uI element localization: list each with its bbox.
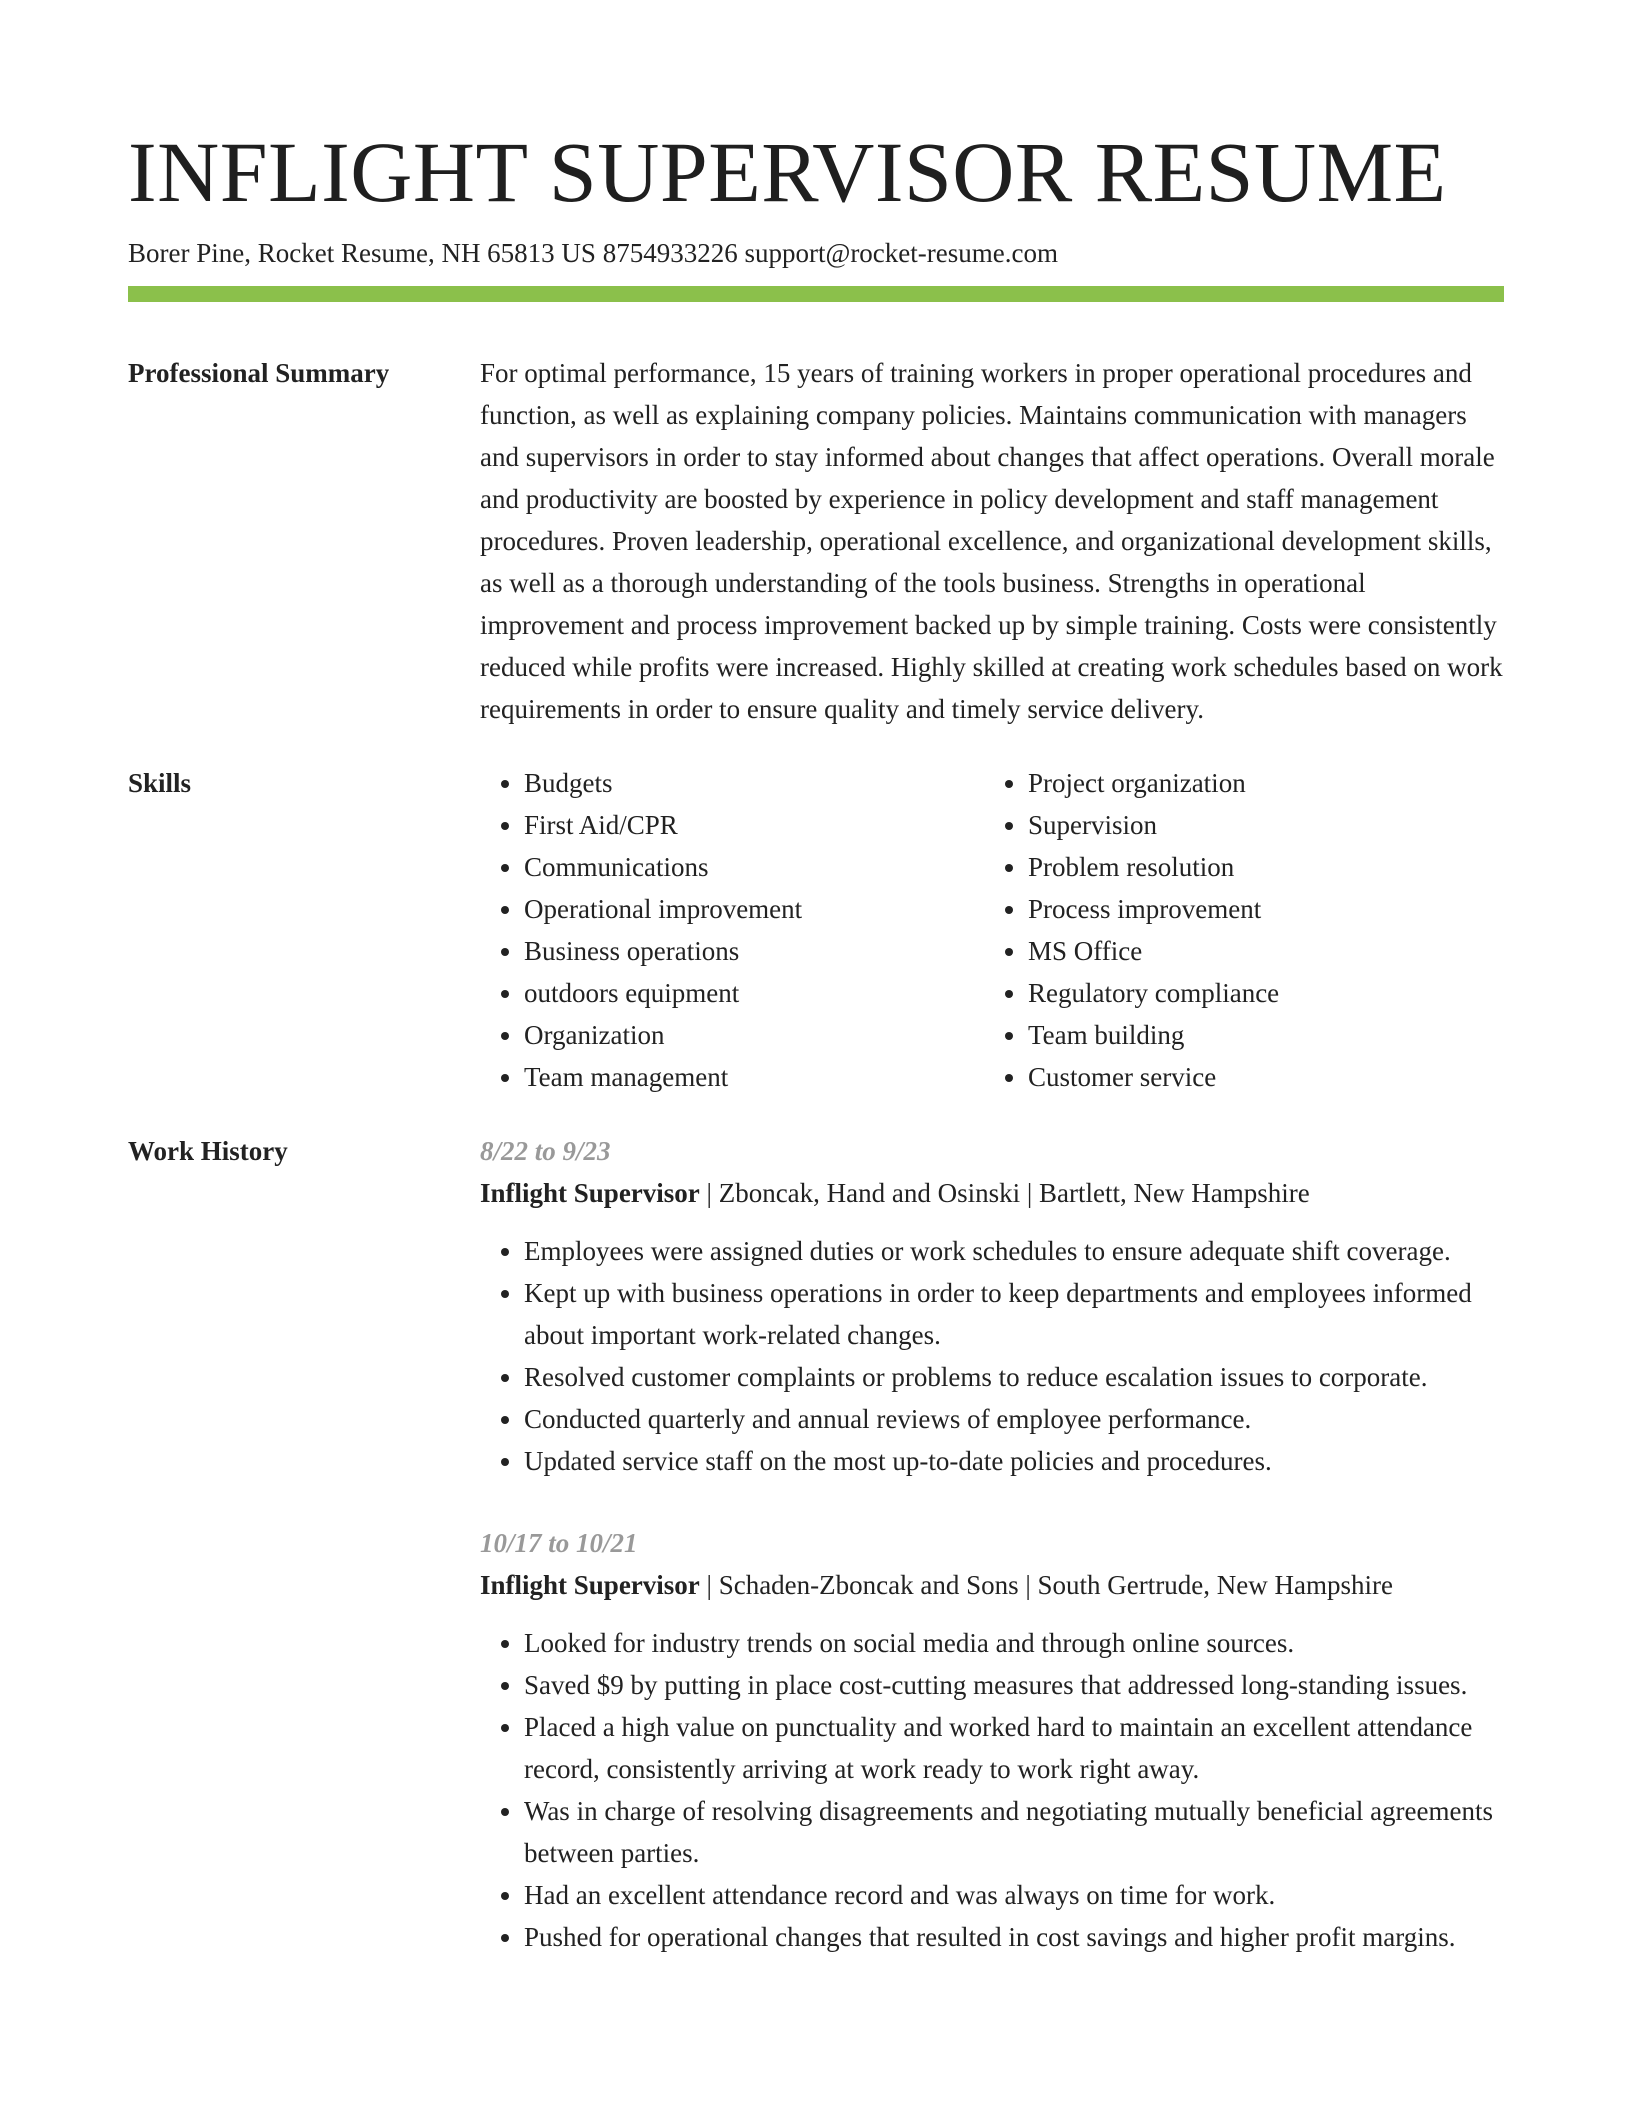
accent-divider: [128, 286, 1504, 302]
skills-section: [128, 762, 1504, 1098]
job-bullet: • Kept up with business operations in order to keep departments and employees informed about important work-related changes.: [524, 1272, 1504, 1356]
skill-item: • First Aid/CPR: [524, 804, 984, 846]
job-bullet: • Resolved customer complaints or problems to reduce escalation issues to corporate.: [524, 1356, 1504, 1398]
job-bullet: • Looked for industry trends on social media and through online sources.: [524, 1622, 1504, 1664]
skill-item: • MS Office: [1028, 930, 1488, 972]
work-history-body: [480, 1130, 1504, 1958]
summary-text: For optimal performance, 15 years of training workers in proper operational procedures and function, as well as explaining company policies. Maintains communication with managers and supervisors in order to stay informed about changes that affect operations. Overall morale and productivity are boosted by experience in policy development and staff management procedures. Proven leadership, operational excellence, and organizational development skills, as well as a thorough understanding of the tools business. Strengths in operational improvement and process improvement backed up by simple training. Costs were consistently reduced while profits were increased. Highly skilled at creating work schedules based on work requirements in order to ensure quality and timely service delivery.: [480, 358, 1503, 724]
job-heading: [480, 1564, 1504, 1606]
job-title: Inflight Supervisor: [480, 1178, 700, 1208]
job-bullet: • Saved $9 by putting in place cost-cutting measures that addressed long-standing issues.: [524, 1664, 1504, 1706]
skill-item: • Budgets: [524, 762, 984, 804]
job-bullet: • Placed a high value on punctuality and worked hard to maintain an excellent attendance record, consistently arriving at work ready to work right away.: [524, 1706, 1504, 1790]
resume-title: INFLIGHT SUPERVISOR RESUME: [128, 124, 1447, 220]
job-heading: [480, 1172, 1504, 1214]
skill-item: • Organization: [524, 1014, 984, 1056]
job-entry: [480, 1130, 1504, 1482]
job-bullet-list: [480, 1622, 1504, 1958]
skill-item: • Supervision: [1028, 804, 1488, 846]
skill-item: • Team building: [1028, 1014, 1488, 1056]
skills-columns: [480, 762, 1504, 1098]
job-dates: 10/17 to 10/21: [480, 1528, 638, 1558]
skill-item: • Process improvement: [1028, 888, 1488, 930]
job-bullet: • Updated service staff on the most up-to-date policies and procedures.: [524, 1440, 1504, 1482]
section-label-summary: Professional Summary: [128, 358, 390, 388]
skill-item: • Regulatory compliance: [1028, 972, 1488, 1014]
job-bullet: • Employees were assigned duties or work schedules to ensure adequate shift coverage.: [524, 1230, 1504, 1272]
skills-list-right: [984, 762, 1488, 1098]
job-bullet: • Was in charge of resolving disagreements and negotiating mutually beneficial agreements between parties.: [524, 1790, 1504, 1874]
job-employer-location: | Schaden-Zboncak and Sons | South Gertrude, New Hampshire: [699, 1570, 1393, 1600]
job-entry: [480, 1522, 1504, 1958]
section-label-skills: Skills: [128, 768, 192, 798]
skill-item: • Customer service: [1028, 1056, 1488, 1098]
skill-item: • Business operations: [524, 930, 984, 972]
job-bullet: • Conducted quarterly and annual reviews of employee performance.: [524, 1398, 1504, 1440]
skill-item: • Operational improvement: [524, 888, 984, 930]
job-bullet: • Had an excellent attendance record and was always on time for work.: [524, 1874, 1504, 1916]
job-title: Inflight Supervisor: [480, 1570, 700, 1600]
skill-item: • Problem resolution: [1028, 846, 1488, 888]
section-label-work: Work History: [128, 1136, 288, 1166]
skill-item: • Team management: [524, 1056, 984, 1098]
job-dates: 8/22 to 9/23: [480, 1136, 611, 1166]
job-bullet-list: [480, 1230, 1504, 1482]
skill-item: • Project organization: [1028, 762, 1488, 804]
contact-line: Borer Pine, Rocket Resume, NH 65813 US 8754933226 support@rocket-resume.com: [128, 238, 1058, 268]
skill-item: • outdoors equipment: [524, 972, 984, 1014]
job-employer-location: | Zboncak, Hand and Osinski | Bartlett, New Hampshire: [699, 1178, 1310, 1208]
summary-body: [480, 352, 1504, 730]
skills-list-left: [480, 762, 984, 1098]
resume-page: [128, 0, 1504, 1958]
work-history-section: [128, 1130, 1504, 1958]
job-bullet: • Pushed for operational changes that resulted in cost savings and higher profit margins.: [524, 1916, 1504, 1958]
skill-item: • Communications: [524, 846, 984, 888]
professional-summary-section: [128, 352, 1504, 730]
